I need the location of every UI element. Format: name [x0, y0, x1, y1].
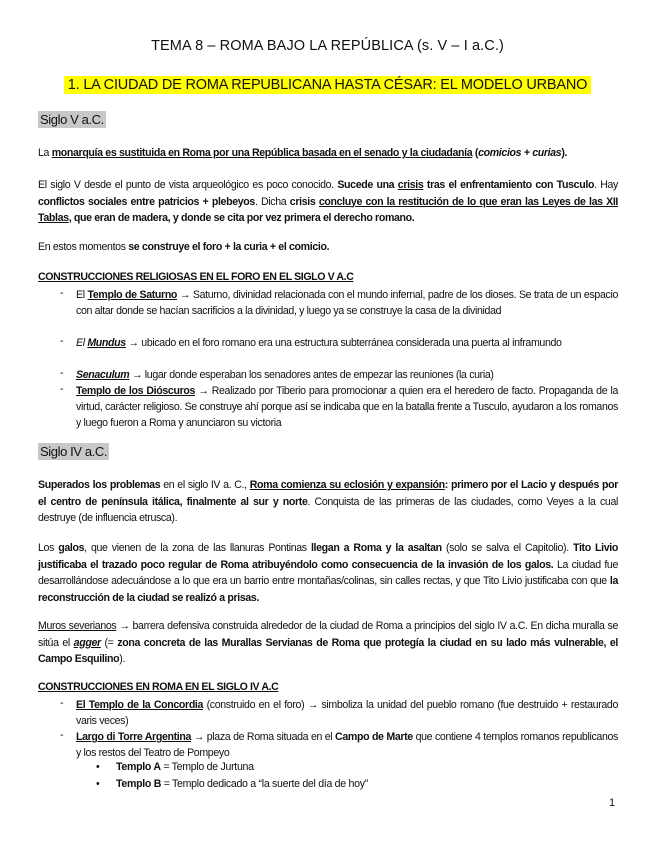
section-siglo-iv-heading: Siglo IV a.C.: [40, 444, 108, 459]
page-title: TEMA 8 – ROMA BAJO LA REPÚBLICA (s. V – I a.C.): [151, 38, 504, 54]
page-number: 1: [609, 797, 616, 809]
list-item-dioscuros: Templo de los Dióscuros → Realizado por Tiberio para promocionar a quien era el heredero de facto. Propaganda de la virtud, carácter religioso. Se construye ahí porque así se indicaba que en la batalla frente a Tusculo, ayudaron a los romanos y luego fueron a Roma y anunciaron su victoria: [76, 385, 618, 429]
bullet-item-templo-b: Templo B = Templo dedicado a “la suerte del día de hoy”: [116, 778, 368, 790]
list-dash: -: [60, 697, 64, 709]
list-item-templo-saturno: El Templo de Saturno → Saturno, divinidad relacionada con el mundo infernal, padre de los dioses. Se trata de un espacio con altar donde se hacían sacrificios a la divinidad, y luego ya se construye la casa de la divinidad: [76, 289, 618, 317]
list-dash: -: [60, 335, 64, 347]
list-item-largo-argentina: Largo di Torre Argentina → plaza de Roma situada en el Campo de Marte que contiene 4 templos romanos republicanos y los restos del Teatro de Pompeyo: [76, 731, 618, 759]
section-siglo-v-heading: Siglo V a.C.: [40, 112, 104, 127]
list-item-templo-concordia: El Templo de la Concordia (construido en el foro) → simboliza la unidad del pueblo romano (fue destruido + restaurado varis veces): [76, 699, 618, 727]
highlighted-heading: 1. LA CIUDAD DE ROMA REPUBLICANA HASTA CÉSAR: EL MODELO URBANO: [64, 76, 591, 94]
list-dash: -: [60, 383, 64, 395]
paragraph-siglo-v-2: El siglo V desde el punto de vista arqueológico es poco conocido. Sucede una crisis tras el enfrentamiento con Tusculo. Hay conflictos sociales entre patricios + plebeyos. Dicha crisis concluye con la restitución de lo que eran las Leyes de las XII Tablas, que eran de madera, y donde se cita por vez primera el derecho romano.: [38, 179, 619, 224]
list-dash: -: [60, 367, 64, 379]
paragraph-siglo-v-1: La monarquía es sustituida en Roma por una República basada en el senado y la ciudadanía (comicios + curias).: [38, 147, 568, 159]
list-item-senaculum: Senaculum → lugar donde esperaban los senadores antes de empezar las reuniones (la curia): [76, 369, 494, 381]
list-dash: -: [60, 729, 64, 741]
paragraph-siglo-iv-3: Muros severianos → barrera defensiva construida alrededor de la ciudad de Roma a principios del siglo IV a.C. En dicha muralla se sitúa el agger (= zona concreta de las Murallas Servianas de Roma que protegía la ciudad en su lado más vulnerable, el Campo Esquilino).: [38, 620, 619, 665]
list-heading-construcciones: CONSTRUCCIONES EN ROMA EN EL SIGLO IV A.C: [38, 681, 279, 693]
list-dash: -: [60, 287, 64, 299]
list-item-mundus: El Mundus → ubicado en el foro romano era una estructura subterránea considerada una puerta al inframundo: [76, 337, 562, 349]
bullet-icon: •: [96, 761, 100, 773]
section-heading-wrapper: [0, 76, 655, 94]
bullet-item-templo-a: Templo A = Templo de Jurtuna: [116, 761, 254, 773]
paragraph-siglo-iv-2: Los galos, que vienen de la zona de las llanuras Pontinas llegan a Roma y la asaltan (solo se salva el Capitolio). Tito Livio justificaba el trazado poco regular de Roma atribuyéndolo como consecuencia de la invasión de los galos. La ciudad fue desarrollándose adecuándose a lo que era un barrio entre montañas/colinas, sin calles rectas, y que Tito Livio justificaba con que la reconstrucción de la ciudad se realizó a prisas.: [38, 542, 619, 604]
paragraph-siglo-v-3: En estos momentos se construye el foro + la curia + el comicio.: [38, 241, 330, 253]
paragraph-siglo-iv-1: Superados los problemas en el siglo IV a. C., Roma comienza su eclosión y expansión: primero por el Lacio y después por el centro de península itálica, finalmente al sur y norte. Conquista de las primeras de las ciudades, como Veyes a la cual destruye (de influencia etrusca).: [38, 479, 618, 524]
bullet-icon: •: [96, 778, 100, 790]
list-heading-religiosas: CONSTRUCCIONES RELIGIOSAS EN EL FORO EN EL SIGLO V A.C: [38, 271, 354, 283]
